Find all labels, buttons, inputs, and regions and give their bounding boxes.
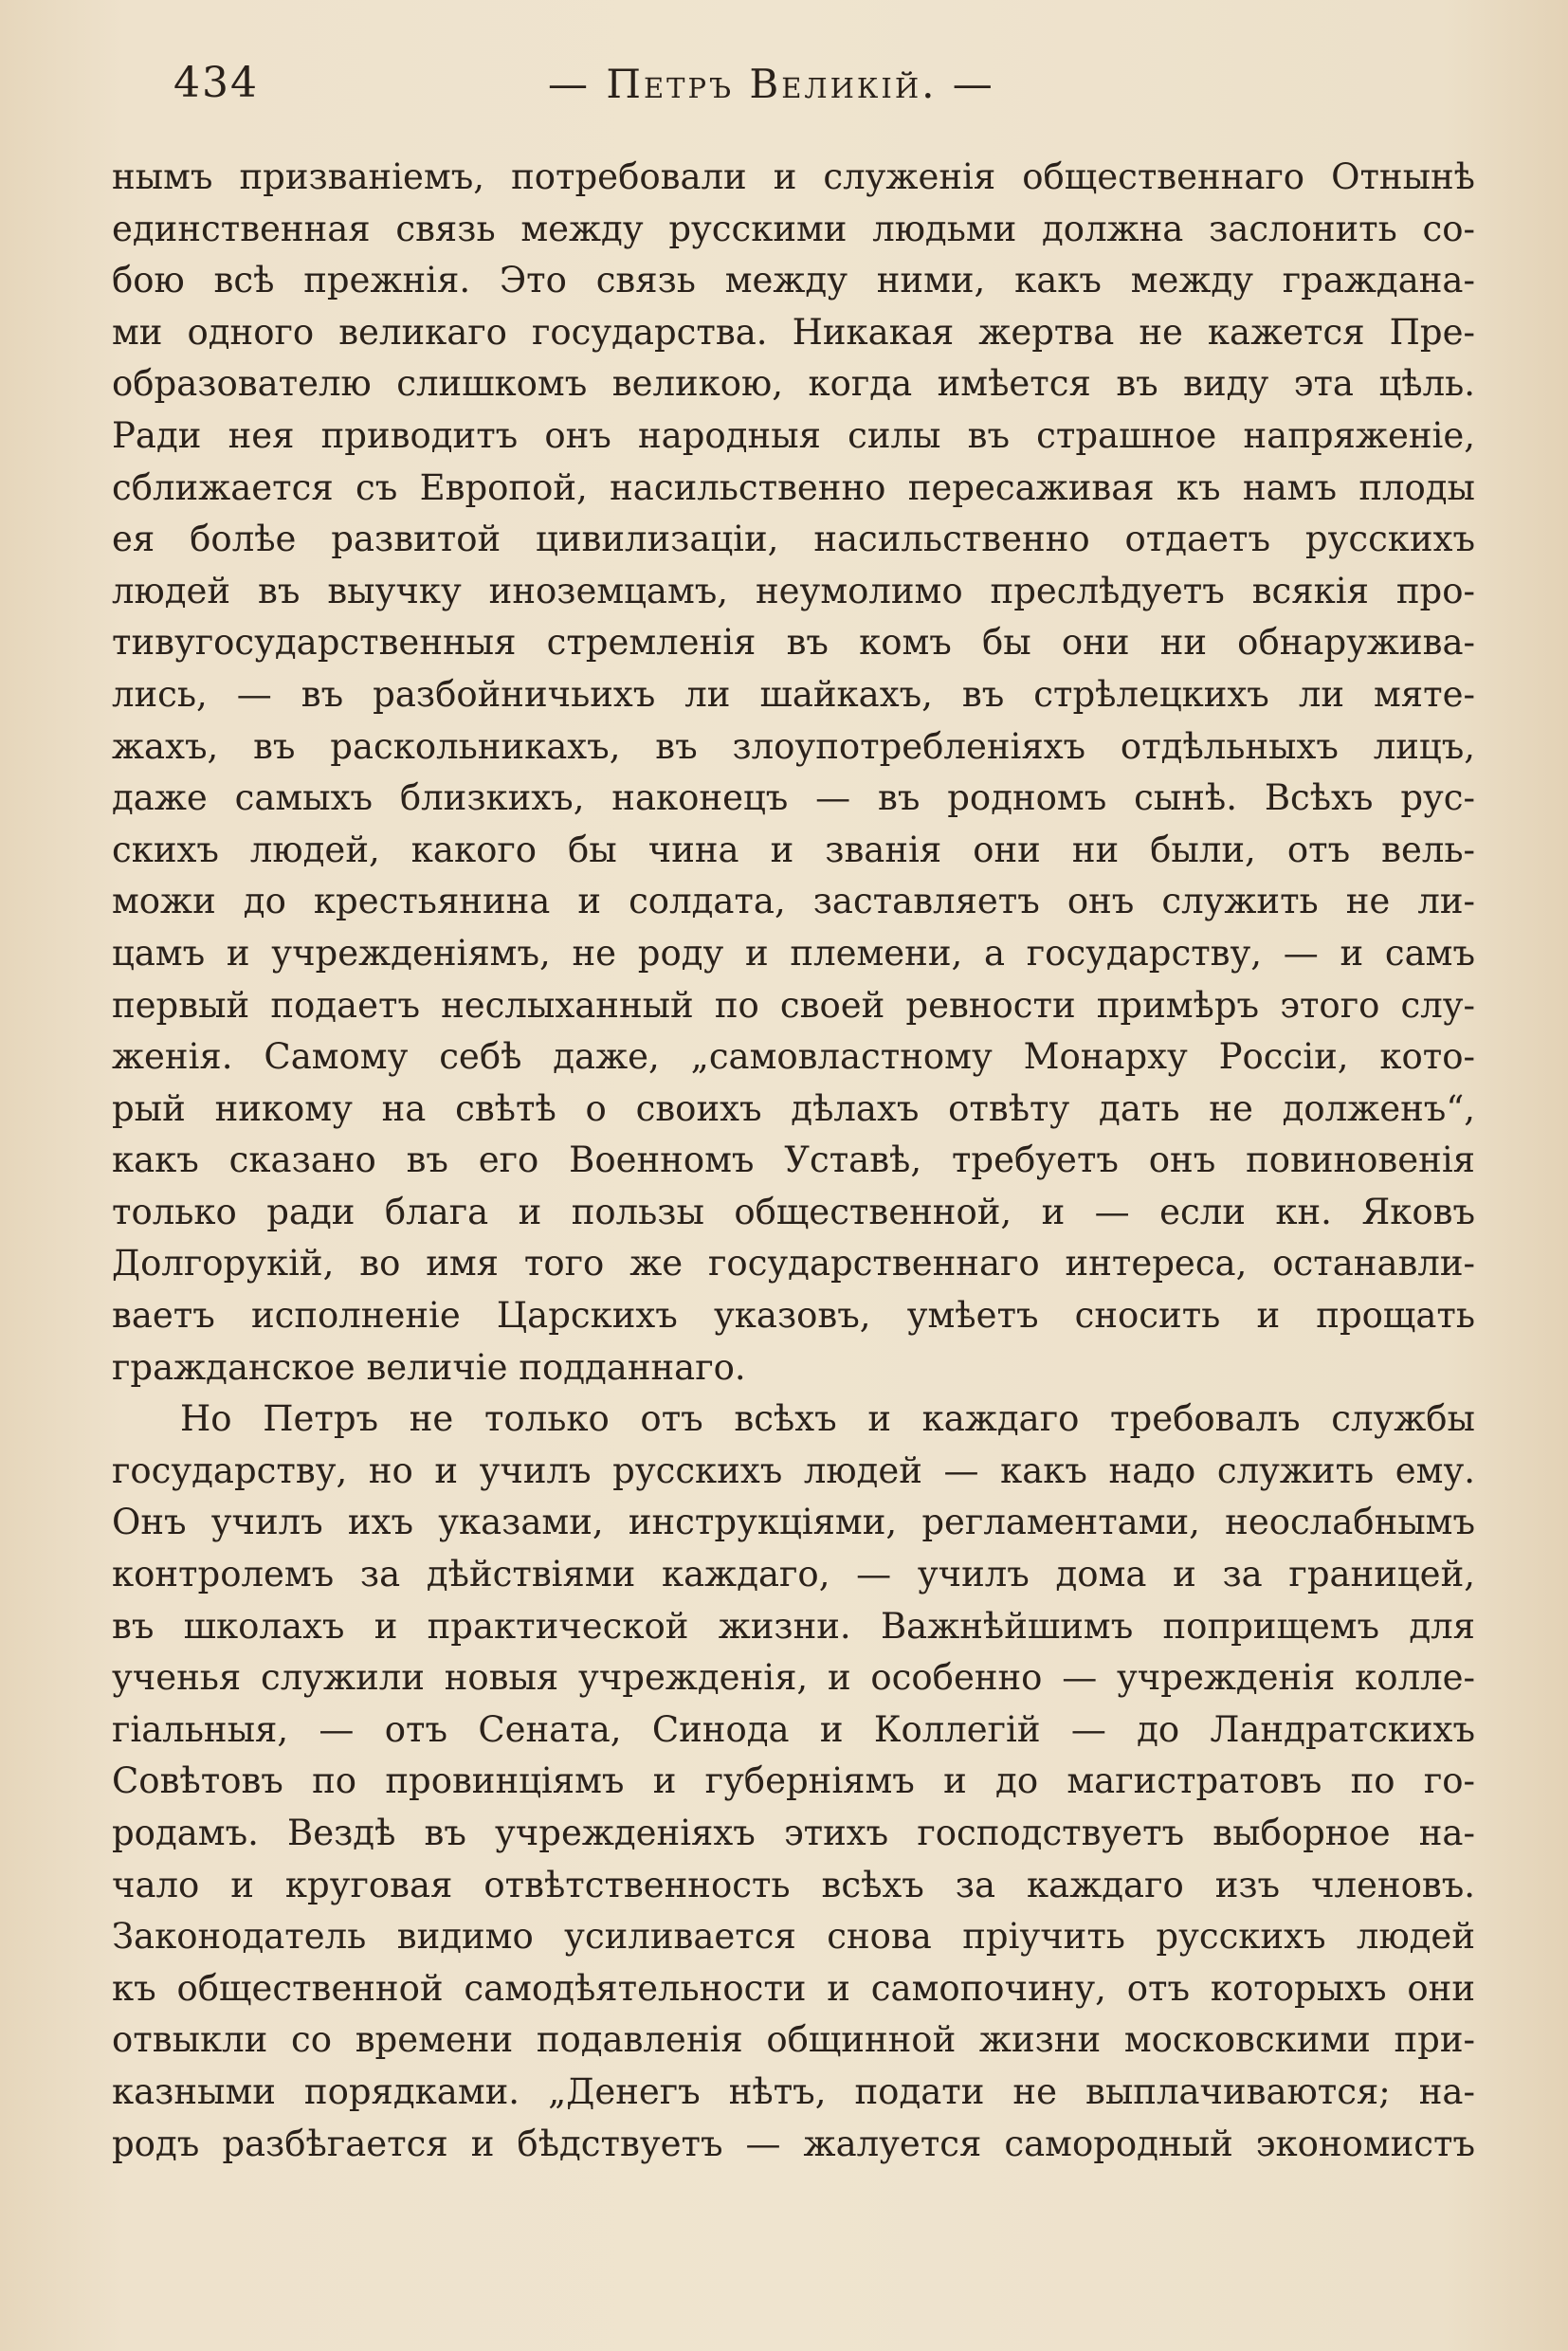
text-line-paragraph-end: гражданское величіе подданнаго.: [112, 1346, 746, 1388]
text-line: жахъ, въ раскольникахъ, въ злоупотребленіяхъ отдѣльныхъ лицъ,: [112, 725, 1475, 767]
text-line: Онъ училъ ихъ указами, инструкціями, регламентами, неослабнымъ: [112, 1502, 1475, 1543]
text-line: рый никому на свѣтѣ о своихъ дѣлахъ отвѣту дать не долженъ“,: [112, 1087, 1475, 1129]
text-line: бою всѣ прежнія. Это связь между ними, какъ между граждана-: [112, 260, 1475, 301]
text-line: къ общественной самодѣятельности и самопочину, отъ которыхъ они: [112, 1967, 1475, 2009]
text-line: только ради блага и пользы общественной, и — если кн. Яковъ: [112, 1191, 1475, 1232]
text-line: въ школахъ и практической жизни. Важнѣйшимъ поприщемъ для: [112, 1605, 1475, 1647]
text-line: нымъ призваніемъ, потребовали и служенія общественнаго Отнынѣ: [112, 156, 1475, 197]
text-line: женія. Самому себѣ даже, „самовластному Монарху Россіи, кото-: [112, 1036, 1475, 1078]
text-line: ея болѣе развитой цивилизаціи, насильственно отдаетъ русскихъ: [112, 519, 1475, 560]
text-line: первый подаетъ неслыханный по своей ревности примѣръ этого слу-: [112, 984, 1475, 1026]
text-line: Совѣтовъ по провинціямъ и губерніямъ и до магистратовъ по го-: [112, 1760, 1475, 1802]
body-text: [112, 152, 1475, 2170]
text-line: лись, — въ разбойничьихъ ли шайкахъ, въ стрѣлецкихъ ли мяте-: [112, 673, 1475, 715]
text-line: людей въ выучку иноземцамъ, неумолимо преслѣдуетъ всякія про-: [112, 570, 1475, 611]
page-number: 434: [173, 59, 259, 107]
text-line: чало и круговая отвѣтственность всѣхъ за каждаго изъ членовъ.: [112, 1864, 1475, 1905]
text-line: гіальныя, — отъ Сената, Синода и Коллегій — до Ландратскихъ: [112, 1708, 1475, 1750]
text-line: образователю слишкомъ великою, когда имѣется въ виду эта цѣль.: [112, 363, 1475, 405]
text-line-paragraph-start: Но Петръ не только отъ всѣхъ и каждаго требовалъ службы: [180, 1398, 1475, 1440]
text-line: родамъ. Вездѣ въ учрежденіяхъ этихъ господствуетъ выборное на-: [112, 1813, 1475, 1853]
text-line: отвыкли со времени подавленія общинной жизни московскими при-: [112, 2019, 1475, 2061]
text-line: Законодатель видимо усиливается снова пріучить русскихъ людей: [112, 1916, 1475, 1958]
text-line: единственная связь между русскими людьми должна заслонить со-: [112, 208, 1475, 249]
text-line: цамъ и учрежденіямъ, не роду и племени, а государству, — и самъ: [112, 932, 1475, 974]
text-line: родъ разбѣгается и бѣдствуетъ — жалуется самородный экономистъ: [112, 2123, 1475, 2164]
text-line: ученья служили новыя учрежденія, и особенно — учрежденія колле-: [112, 1657, 1475, 1699]
text-line: тивугосударственныя стремленія въ комъ бы они ни обнаружива-: [112, 622, 1475, 664]
running-title: — Петръ Великій. —: [548, 61, 995, 107]
text-line: государству, но и училъ русскихъ людей — какъ надо служить ему.: [112, 1449, 1475, 1491]
text-line: Долгорукій, во имя того же государственнаго интереса, останавли-: [112, 1243, 1475, 1285]
text-line: ми одного великаго государства. Никакая жертва не кажется Пре-: [112, 311, 1475, 353]
text-line: можи до крестьянина и солдата, заставляетъ онъ служить не ли-: [112, 881, 1475, 922]
text-line: даже самыхъ близкихъ, наконецъ — въ родномъ сынѣ. Всѣхъ рус-: [112, 777, 1475, 819]
text-line: сближается съ Европой, насильственно пересаживая къ намъ плоды: [112, 466, 1475, 508]
text-line: скихъ людей, какого бы чина и званія они ни были, отъ вель-: [112, 829, 1475, 870]
text-line: контролемъ за дѣйствіями каждаго, — училъ дома и за границей,: [112, 1554, 1475, 1595]
text-line: какъ сказано въ его Военномъ Уставѣ, требуетъ онъ повиновенія: [112, 1139, 1475, 1181]
page-header: [112, 59, 1477, 125]
text-line: ваетъ исполненіе Царскихъ указовъ, умѣетъ сносить и прощать: [112, 1295, 1475, 1337]
text-line: казными порядками. „Денегъ нѣтъ, подати не выплачиваются; на-: [112, 2070, 1475, 2112]
text-line: Ради нея приводитъ онъ народныя силы въ страшное напряженіе,: [112, 414, 1475, 456]
